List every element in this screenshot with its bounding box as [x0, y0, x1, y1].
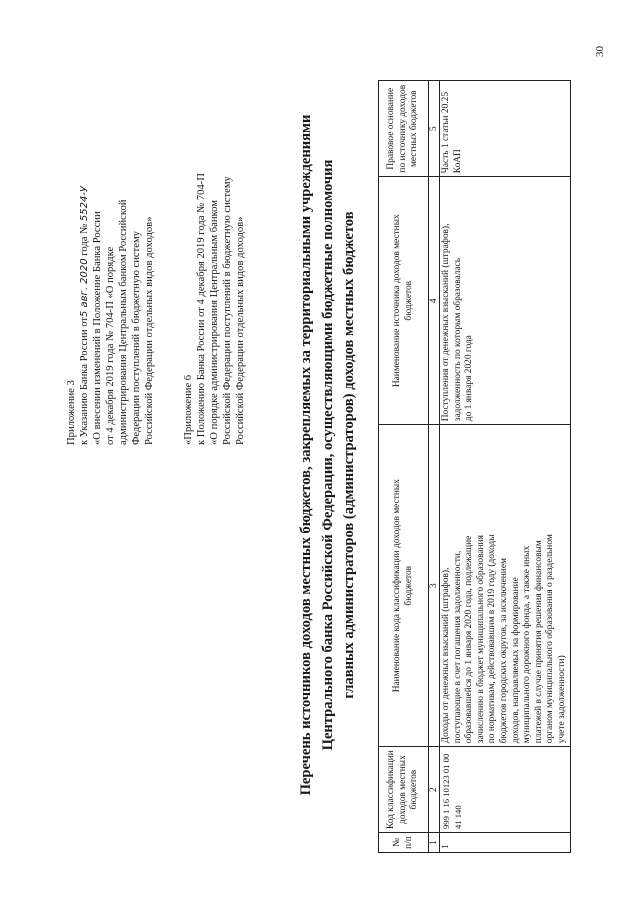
revenue-code: 999 1 16 10123 01 0041 140 — [440, 747, 571, 833]
column-number: 1 — [429, 833, 440, 853]
appendix-6-line: Российской Федерации поступлений в бюджетную систему — [222, 176, 233, 445]
header-cell-code: Код классификации доходов местных бюджетов — [379, 747, 429, 833]
appendix-3-line: администрирования Центральным банком Российской — [118, 199, 129, 445]
title-line: Центрального банка Российской Федерации, осуществляющими бюджетные полномочия — [319, 159, 336, 751]
legal-basis: Часть 1 статьи 20.25 КоАП — [440, 81, 571, 177]
appendix-3-line-prefix: к Указанию Банка России от — [79, 317, 90, 445]
appendix-3-line: «О внесении изменений в Положение Банка России — [92, 211, 103, 445]
appendix-3-line-mid: года № — [79, 223, 90, 256]
column-number: 4 — [429, 177, 440, 425]
handwritten-number: 5524-У — [79, 185, 90, 222]
document-title — [296, 95, 361, 815]
source-name: Поступления от денежных взысканий (штрафов), задолженность по которым образовалась до 1 января 2020 года — [440, 177, 571, 425]
appendix-3-line: от 4 декабря 2019 года № 704-П «О порядке — [105, 246, 116, 445]
page-number: 30 — [594, 46, 606, 57]
appendix-3-line: Российской Федерации отдельных видов доходов» — [144, 216, 155, 445]
appendix-3-line — [78, 186, 91, 445]
handwritten-date: 5 авг. 2020 — [79, 258, 90, 317]
appendix-6-line: «О порядке администрирования Центральным банком — [209, 200, 220, 445]
header-cell-legal-basis: Правовое основание по источнику доходов местных бюджетов — [379, 81, 429, 177]
header-cell-number: № п/п — [379, 833, 429, 853]
header-cell-code-name: Наименование кода классификации доходов местных бюджетов — [379, 425, 429, 747]
appendix-3-block — [65, 186, 156, 445]
appendix-3-line: Федерации поступлений в бюджетную систему — [131, 231, 142, 445]
title-line: главных администраторов (администраторов) доходов местных бюджетов — [341, 211, 357, 699]
title-line: Перечень источников доходов местных бюджетов, закрепляемых за территориальными учреждениями — [298, 114, 314, 796]
appendix-6-line: к Положению Банка России от 4 декабря 2019 года № 704-П — [196, 173, 207, 445]
table-row — [440, 81, 571, 853]
appendix-6-block — [182, 173, 247, 445]
appendix-6-line: Российской Федерации отдельных видов доходов» — [235, 216, 246, 445]
revenue-sources-table — [378, 80, 571, 853]
column-number-row — [429, 81, 440, 853]
code-name: Доходы от денежных взысканий (штрафов), поступающие в счет погашения задолженности, образовавшейся до 1 января 2020 года, подлежащие зачислению в бюджет муниципального образования по нормативам, действовавшим в 2019 году (доходы бюджетов городских округов, за исключением доходов, направляемых на формирование муниципального дорожного фонда, а также иных платежей в случае принятия решения финансовым органом муниципального образования о раздельном учете задолженности) — [440, 425, 571, 747]
row-number: 1 — [440, 833, 571, 853]
appendix-3-line: Приложение 3 — [66, 380, 77, 445]
appendix-6-line: «Приложение 6 — [183, 374, 194, 445]
column-number: 3 — [429, 425, 440, 747]
column-number: 5 — [429, 81, 440, 177]
table-header-row — [379, 81, 429, 853]
header-cell-source-name: Наименование источника доходов местных бюджетов — [379, 177, 429, 425]
column-number: 2 — [429, 747, 440, 833]
